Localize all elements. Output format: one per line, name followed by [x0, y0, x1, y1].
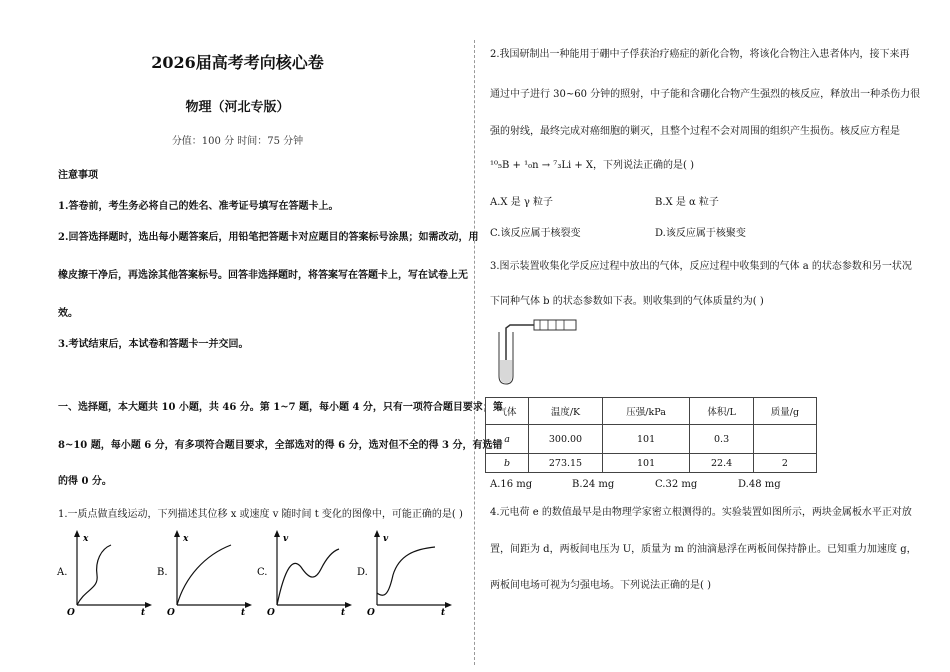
graph-b-x-label: t [241, 608, 246, 618]
graph-b-y-arrow [174, 530, 180, 537]
graph-a-svg [55, 527, 155, 618]
question-2-equation-tail: ，下列说法正确的是( ) [593, 160, 695, 171]
table-cell: 0.3 [690, 425, 754, 454]
graph-a-x-arrow [145, 602, 152, 608]
question-3-option-b: B.24 mg [572, 479, 615, 490]
graph-a-curve [77, 545, 111, 605]
table-cell: b [486, 454, 529, 473]
graph-b-curve [177, 545, 231, 605]
notice-heading: 注意事项 [58, 170, 98, 181]
graph-c-label: C. [257, 567, 268, 578]
notice-item-1: 1.答卷前，考生务必将自己的姓名、准考证号填写在答题卡上。 [58, 201, 339, 212]
question-3-option-a: A.16 mg [490, 479, 533, 490]
question-1-stem: 1.一质点做直线运动，下列描述其位移 x 或速度 v 随时间 t 变化的图像中，可能正确的是( ) [58, 509, 463, 520]
question-4-line-2: 置，间距为 d，两板间电压为 U，质量为 m 的油滴悬浮在两板间保持静止。已知重力加速度 g， [490, 544, 917, 555]
nuclear-equation: ¹⁰₅B + ¹₀n → ⁷₃Li + X [490, 160, 594, 171]
table-header-cell: 体积/L [690, 398, 754, 425]
graph-b-y-label: x [183, 534, 189, 544]
graph-d-x-arrow [445, 602, 452, 608]
table-cell: 101 [602, 454, 689, 473]
table-header-cell: 质量/g [753, 398, 816, 425]
graph-a-x-label: t [141, 608, 146, 618]
table-cell: a [486, 425, 529, 454]
table-cell: 2 [753, 454, 816, 473]
table-header-cell: 气体 [486, 398, 529, 425]
graph-a-y-arrow [74, 530, 80, 537]
question-2-option-b: B.X 是 α 粒子 [655, 197, 719, 208]
question-3-line-2: 下同种气体 b 的状态参数如下表。则收集到的气体质量约为( ) [490, 296, 764, 307]
graph-b-label: B. [157, 567, 168, 578]
graph-a [55, 527, 155, 616]
question-2-line-2: 通过中子进行 30~60 分钟的照射，中子能和含硼化合物产生强烈的核反应，释放出一种杀伤力很 [490, 89, 921, 100]
table-row [486, 454, 817, 473]
notice-item-2-line-2: 橡皮擦干净后，再选涂其他答案标号。回答非选择题时，将答案写在答题卡上，写在试卷上无 [58, 270, 468, 281]
graph-c-curve [277, 549, 339, 605]
question-2-option-d: D.该反应属于核聚变 [655, 228, 746, 239]
table-cell: 101 [602, 425, 689, 454]
graph-b-origin: O [167, 608, 175, 618]
question-4-line-3: 两板间电场可视为匀强电场。下列说法正确的是( ) [490, 580, 711, 591]
graph-a-label: A. [57, 567, 68, 578]
graph-b [155, 527, 255, 616]
graph-d-curve [377, 547, 435, 595]
collected-liquid [500, 360, 512, 383]
question-3-option-d: D.48 mg [738, 479, 781, 490]
gas-collection-apparatus [492, 316, 582, 388]
graph-d-y-label: v [383, 534, 389, 544]
graph-d-x-label: t [441, 608, 446, 618]
graph-c [255, 527, 355, 616]
graph-d-svg [355, 527, 455, 618]
table-cell: 300.00 [529, 425, 603, 454]
table-header-cell: 温度/K [529, 398, 603, 425]
question-2-line-3: 强的射线，最终完成对癌细胞的剿灭，且整个过程不会对周围的组织产生损伤。核反应方程是 [490, 126, 900, 137]
question-3-option-c: C.32 mg [655, 479, 698, 490]
graph-c-y-label: v [283, 534, 289, 544]
table-header-cell: 压强/kPa [602, 398, 689, 425]
graph-a-y-label: x [83, 534, 89, 544]
notice-item-3: 3.考试结束后，本试卷和答题卡一并交回。 [58, 339, 249, 350]
section-1-line-1: 一、选择题，本大题共 10 小题，共 46 分。第 1~7 题，每小题 4 分，只有一项符合题目要求；第 [58, 402, 503, 413]
delivery-tube [506, 325, 534, 366]
gas-state-table [485, 397, 817, 473]
graph-c-svg [255, 527, 355, 618]
table-row [486, 425, 817, 454]
exam-title: 2026届高考考向核心卷 [151, 53, 324, 72]
question-2-option-c: C.该反应属于核裂变 [490, 228, 581, 239]
graph-d-origin: O [367, 608, 375, 618]
table-cell: 273.15 [529, 454, 603, 473]
graph-c-x-arrow [345, 602, 352, 608]
graph-d-y-arrow [374, 530, 380, 537]
question-4-line-1: 4.元电荷 e 的数值最早是由物理学家密立根测得的。实验装置如图所示，两块金属板水平正对放 [490, 507, 912, 518]
graph-d-label: D. [357, 567, 368, 578]
graph-c-y-arrow [274, 530, 280, 537]
section-1-line-3: 的得 0 分。 [58, 476, 112, 487]
graph-d [355, 527, 455, 616]
notice-item-2-line-1: 2.回答选择题时，选出每小题答案后，用铅笔把答题卡对应题目的答案标号涂黑；如需改动，用 [58, 232, 479, 243]
notice-item-2-line-3: 效。 [58, 308, 78, 319]
question-2-line-1: 2.我国研制出一种能用于硼中子俘获治疗癌症的新化合物，将该化合物注入患者体内，接下来再 [490, 49, 910, 60]
exam-subtitle: 物理（河北专版） [185, 100, 290, 115]
table-cell: 22.4 [690, 454, 754, 473]
table-header-row [486, 398, 817, 425]
question-3-line-1: 3.图示装置收集化学反应过程中放出的气体，反应过程中收集到的气体 a 的状态参数和另一状况 [490, 261, 912, 272]
graph-c-origin: O [267, 608, 275, 618]
question-2-equation-line [490, 156, 694, 171]
question-2-option-a: A.X 是 γ 粒子 [490, 197, 554, 208]
graph-a-origin: O [67, 608, 75, 618]
graph-c-x-label: t [341, 608, 346, 618]
graph-b-x-arrow [245, 602, 252, 608]
table-cell [753, 425, 816, 454]
section-1-line-2: 8~10 题，每小题 6 分，有多项符合题目要求，全部选对的得 6 分，选对但不全的得 3 分，有选错 [58, 440, 503, 451]
score-time-line: 分值：100 分 时间：75 分钟 [171, 136, 304, 147]
graph-b-svg [155, 527, 255, 618]
